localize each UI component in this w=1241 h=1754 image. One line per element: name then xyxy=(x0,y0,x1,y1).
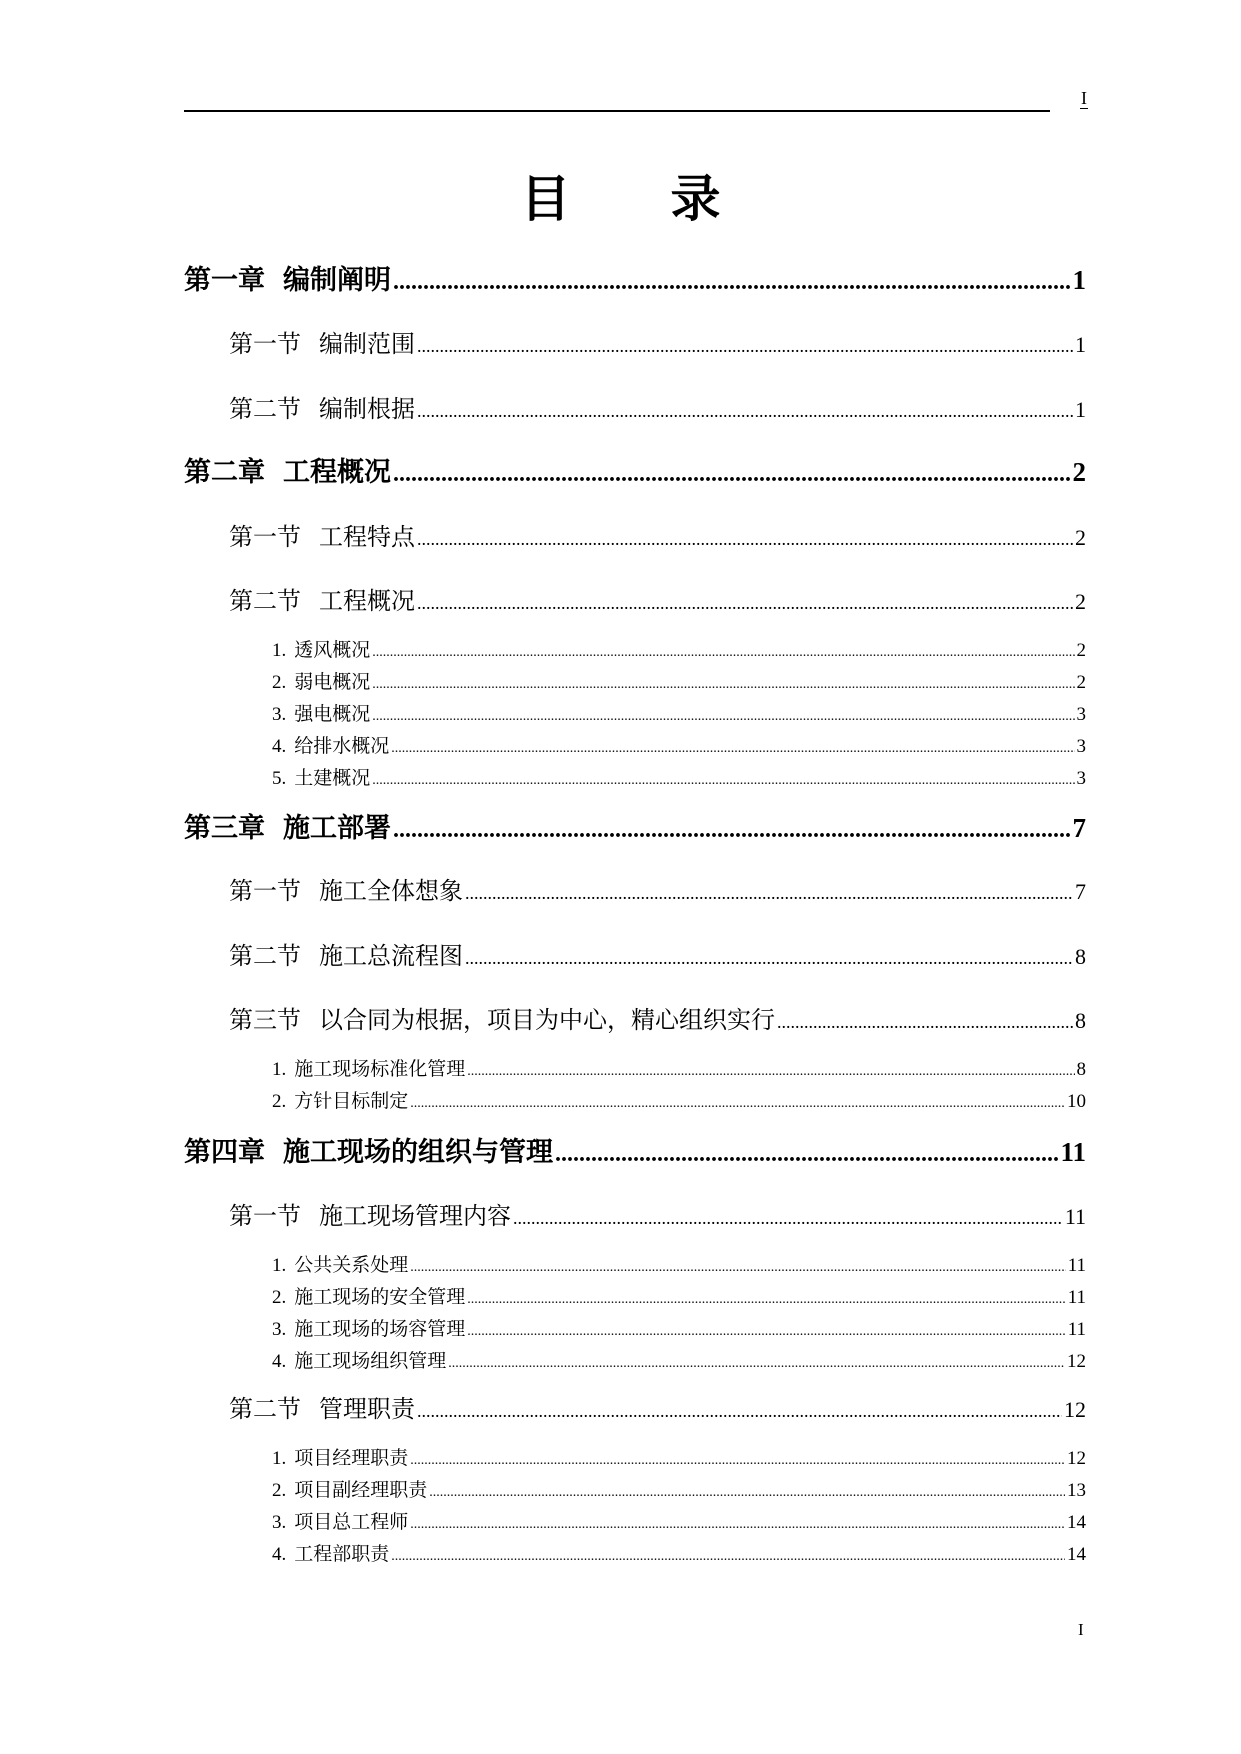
toc-entry-number: 2. xyxy=(272,672,287,693)
toc-entry[interactable] xyxy=(229,521,1086,555)
toc-entry-number: 第三节 xyxy=(229,1006,301,1034)
toc-entry-title: 施工现场标准化管理 xyxy=(294,1058,466,1080)
toc-entry-number: 1. xyxy=(272,1059,287,1080)
toc-entry-number: 第二章 xyxy=(184,457,265,488)
toc-entry[interactable] xyxy=(272,1509,1086,1538)
toc-entry-page: 1 xyxy=(1075,397,1086,422)
toc-entry-number: 第二节 xyxy=(229,942,301,970)
toc-entry-title: 工程概况 xyxy=(283,457,391,488)
toc-entry-number: 第二节 xyxy=(229,395,301,423)
toc-entry-title: 透风概况 xyxy=(294,639,371,661)
toc-entry[interactable] xyxy=(272,1056,1086,1085)
toc-entry[interactable] xyxy=(229,585,1086,619)
toc-entry-page: 2 xyxy=(1076,672,1086,693)
toc-entry-title: 编制阐明 xyxy=(283,265,391,296)
toc-entry-number: 2. xyxy=(272,1091,287,1112)
toc-entry-title: 项目总工程师 xyxy=(294,1511,409,1533)
toc-entry[interactable] xyxy=(272,765,1086,794)
toc-entry-page: 3 xyxy=(1076,736,1086,757)
toc-entry-page: 13 xyxy=(1067,1480,1086,1501)
toc-leader xyxy=(372,704,1074,730)
toc-leader xyxy=(777,1006,1073,1038)
toc-entry-page: 12 xyxy=(1067,1351,1086,1372)
toc-entry-title: 施工部署 xyxy=(283,813,391,844)
toc-leader xyxy=(372,768,1074,794)
toc-entry-number: 第四章 xyxy=(184,1137,265,1168)
toc-leader xyxy=(393,456,1071,492)
toc-leader xyxy=(393,812,1071,848)
toc-entry[interactable] xyxy=(272,1252,1086,1281)
toc-entry-title: 施工现场的场容管理 xyxy=(294,1318,466,1340)
toc-entry[interactable] xyxy=(272,1316,1086,1345)
toc-entry[interactable] xyxy=(184,810,1086,848)
toc-entry[interactable] xyxy=(272,1348,1086,1377)
toc-entry[interactable] xyxy=(229,1393,1086,1427)
toc-leader xyxy=(410,1448,1065,1474)
toc-entry-number: 4. xyxy=(272,736,287,757)
toc-leader xyxy=(417,587,1073,619)
toc-entry[interactable] xyxy=(229,940,1086,974)
toc-entry-title: 以合同为根据，项目为中心，精心组织实行 xyxy=(319,1006,775,1034)
toc-entry-number: 2. xyxy=(272,1480,287,1501)
toc-entry-number: 第二节 xyxy=(229,1395,301,1423)
toc-entry-title: 施工总流程图 xyxy=(319,942,463,970)
toc-entry-page: 7 xyxy=(1072,813,1086,843)
toc-entry-number: 第三章 xyxy=(184,813,265,844)
toc-entry-number: 第一节 xyxy=(229,1202,301,1230)
toc-entry-number: 第一节 xyxy=(229,523,301,551)
toc-leader xyxy=(417,1395,1062,1427)
toc-entry-page: 3 xyxy=(1076,768,1086,789)
toc-entry-number: 第一节 xyxy=(229,330,301,358)
toc-entry-title: 工程特点 xyxy=(319,523,415,551)
toc-leader xyxy=(393,264,1071,300)
toc-leader xyxy=(417,330,1073,362)
toc-entry-page: 8 xyxy=(1075,1008,1086,1033)
toc-entry-page: 14 xyxy=(1067,1544,1086,1565)
toc-entry[interactable] xyxy=(184,262,1086,300)
toc-entry-number: 1. xyxy=(272,640,287,661)
toc-entry-title: 项目副经理职责 xyxy=(294,1479,428,1501)
toc-leader xyxy=(448,1351,1065,1377)
toc-entry-title: 施工全体想象 xyxy=(319,877,463,905)
toc-entry-number: 第一章 xyxy=(184,265,265,296)
toc-entry[interactable] xyxy=(272,701,1086,730)
toc-entry-title: 管理职责 xyxy=(319,1395,415,1423)
toc-entry-page: 14 xyxy=(1067,1512,1086,1533)
toc-entry-title: 弱电概况 xyxy=(294,671,371,693)
toc-leader xyxy=(410,1255,1065,1281)
toc-entry-page: 2 xyxy=(1072,457,1086,487)
toc-entry[interactable] xyxy=(229,328,1086,362)
toc-entry-title: 编制范围 xyxy=(319,330,415,358)
toc-leader xyxy=(410,1512,1065,1538)
toc-entry-title: 强电概况 xyxy=(294,703,371,725)
toc-entry-page: 10 xyxy=(1067,1091,1086,1112)
toc-entry-page: 3 xyxy=(1076,704,1086,725)
toc-entry-page: 1 xyxy=(1072,265,1086,295)
toc-leader xyxy=(372,672,1074,698)
toc-entry-number: 第一节 xyxy=(229,877,301,905)
toc-entry-title: 工程概况 xyxy=(319,587,415,615)
toc-entry-number: 4. xyxy=(272,1351,287,1372)
toc-leader xyxy=(391,1544,1065,1570)
toc-entry-number: 2. xyxy=(272,1287,287,1308)
toc-entry-number: 3. xyxy=(272,1319,287,1340)
toc-entry[interactable] xyxy=(272,637,1086,666)
toc-leader xyxy=(467,1319,1065,1345)
toc-entry-page: 11 xyxy=(1060,1137,1086,1167)
toc-entry-page: 12 xyxy=(1067,1448,1086,1469)
toc-entry-page: 8 xyxy=(1076,1059,1086,1080)
toc-entry[interactable] xyxy=(272,1088,1086,1117)
toc-entry-number: 第二节 xyxy=(229,587,301,615)
toc-entry[interactable] xyxy=(184,454,1086,492)
toc-entry-title: 施工现场组织管理 xyxy=(294,1350,447,1372)
toc-entry[interactable] xyxy=(272,669,1086,698)
toc-leader xyxy=(372,640,1074,666)
toc-leader xyxy=(467,1059,1074,1085)
toc-entry[interactable] xyxy=(272,1477,1086,1506)
toc-entry-number: 4. xyxy=(272,1544,287,1565)
toc-entry-page: 2 xyxy=(1075,589,1086,614)
toc-entry-page: 8 xyxy=(1075,944,1086,969)
toc-leader xyxy=(513,1202,1063,1234)
toc-entry-page: 11 xyxy=(1064,1204,1086,1229)
toc-leader xyxy=(555,1136,1058,1172)
toc-entry-title: 施工现场管理内容 xyxy=(319,1202,511,1230)
toc-entry[interactable] xyxy=(272,1445,1086,1474)
toc-entry-title: 项目经理职责 xyxy=(294,1447,409,1469)
toc-entry[interactable] xyxy=(272,733,1086,762)
toc-entry-title: 给排水概况 xyxy=(294,735,390,757)
toc-entry-number: 1. xyxy=(272,1448,287,1469)
toc-entry-page: 11 xyxy=(1067,1319,1086,1340)
toc-entry-title: 公共关系处理 xyxy=(294,1254,409,1276)
toc-entry[interactable] xyxy=(272,1541,1086,1570)
toc-entry[interactable] xyxy=(229,875,1086,909)
toc-entry-number: 3. xyxy=(272,1512,287,1533)
toc-entry[interactable] xyxy=(229,1200,1086,1234)
toc-entry-page: 1 xyxy=(1075,332,1086,357)
toc-entry-title: 施工现场的组织与管理 xyxy=(283,1137,553,1168)
toc-entry-page: 2 xyxy=(1076,640,1086,661)
toc-entry-number: 1. xyxy=(272,1255,287,1276)
toc-entry-page: 2 xyxy=(1075,525,1086,550)
toc-entry[interactable] xyxy=(229,393,1086,427)
toc-leader xyxy=(467,1287,1065,1313)
footer-page-number: I xyxy=(1078,1620,1084,1639)
toc-entry-title: 编制根据 xyxy=(319,395,415,423)
toc-leader xyxy=(417,523,1073,555)
toc-entry[interactable] xyxy=(229,1004,1086,1038)
toc-entry-title: 土建概况 xyxy=(294,767,371,789)
toc-leader xyxy=(391,736,1074,762)
toc-entry[interactable] xyxy=(272,1284,1086,1313)
toc-leader xyxy=(410,1091,1065,1117)
toc-entry-title: 工程部职责 xyxy=(294,1543,390,1565)
toc-leader xyxy=(429,1480,1065,1506)
toc-entry-title: 方针目标制定 xyxy=(294,1090,409,1112)
toc-entry-number: 5. xyxy=(272,768,287,789)
toc-entry[interactable] xyxy=(184,1134,1086,1172)
page-title: 目录 xyxy=(520,170,821,228)
toc-entry-page: 12 xyxy=(1064,1397,1086,1422)
header-page-marker: I xyxy=(1081,88,1087,108)
toc-entry-number: 3. xyxy=(272,704,287,725)
toc-entry-page: 11 xyxy=(1067,1287,1086,1308)
toc-leader xyxy=(465,877,1073,909)
header-rule xyxy=(184,110,1050,112)
toc-entry-title: 施工现场的安全管理 xyxy=(294,1286,466,1308)
toc-entry-page: 7 xyxy=(1075,879,1086,904)
toc-entry-page: 11 xyxy=(1067,1255,1086,1276)
toc-leader xyxy=(417,395,1073,427)
toc-leader xyxy=(465,942,1073,974)
